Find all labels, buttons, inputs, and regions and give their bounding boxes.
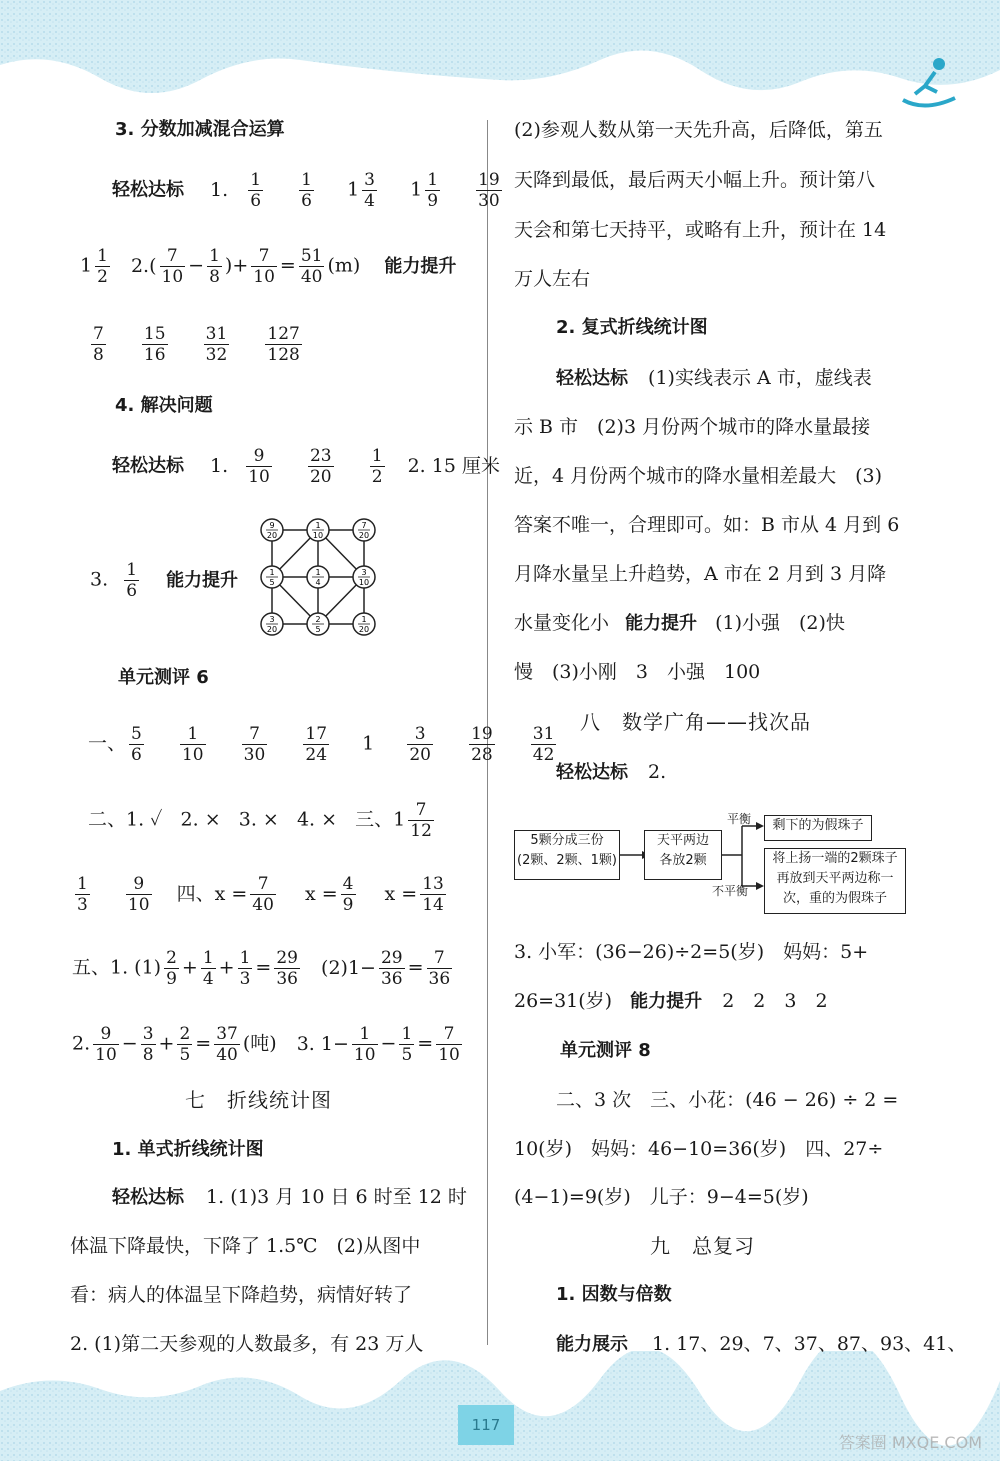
fraction: $\frac{51}{40}$ bbox=[300, 246, 323, 287]
flow-box-weigh: 天平两边 各放2颗 bbox=[644, 830, 722, 880]
fraction: $\frac{1}{5}$ bbox=[401, 1024, 413, 1065]
svg-text:3: 3 bbox=[361, 568, 367, 577]
svg-text:4: 4 bbox=[315, 578, 321, 587]
label-easy: 轻松达标 bbox=[112, 455, 184, 477]
fraction: $\frac{1}{10}$ bbox=[181, 724, 204, 765]
section-title: 单元测评 6 bbox=[118, 667, 209, 688]
fraction: $\frac{3}{4}$ bbox=[364, 170, 375, 211]
answer-line: 天会和第七天持平，或略有上升，预计在 14 bbox=[514, 219, 887, 241]
fraction: $\frac{3}{20}$ bbox=[409, 724, 431, 765]
label-easy: 轻松达标 bbox=[556, 762, 628, 783]
fraction: $\frac{37}{40}$ bbox=[216, 1024, 238, 1065]
section-title: 3. 分数加减混合运算 bbox=[115, 119, 285, 140]
chapter-title: 八 数学广角——找次品 bbox=[580, 710, 811, 734]
fraction: $\frac{1}{3}$ bbox=[239, 948, 251, 989]
fraction: $\frac{4}{9}$ bbox=[342, 874, 354, 915]
fraction: $\frac{9}{10}$ bbox=[248, 446, 270, 487]
flow-box-result-unbalanced: 将上扬一端的2颗珠子 再放到天平两边称一 次，重的为假珠子 bbox=[764, 848, 906, 914]
answer-line: 2. (1)第二天参观的人数最多，有 23 万人 bbox=[70, 1333, 424, 1355]
answer-line: (2)参观人数从第一天先升高，后降低，第五 bbox=[514, 119, 883, 141]
answer-line: 五、1. (1) $\frac{2}{9}$ + $\frac{1}{4}$ + $\frac{1}{3}$ = $\frac{29}{36}$ (2)1− $\frac{29}{36}$ = $\frac{7}{36}$ bbox=[72, 948, 451, 989]
answer-line bbox=[88, 324, 305, 365]
answer-line: 万人左右 bbox=[514, 268, 591, 290]
answer-line: 慢 (3)小刚 3 小强 100 bbox=[514, 661, 761, 683]
fraction: $\frac{1}{8}$ bbox=[209, 246, 220, 287]
svg-text:10: 10 bbox=[312, 531, 324, 540]
page-number: 117 bbox=[458, 1405, 514, 1445]
label-improve: 能力提升 bbox=[384, 255, 457, 277]
svg-text:2: 2 bbox=[315, 615, 321, 624]
answer-line: 1 $\frac{1}{2}$ 2.( $\frac{7}{10}$ − $\frac{1}{8}$ )+ $\frac{7}{10}$ = $\frac{51}{40}$ (m) 能力提升 bbox=[80, 246, 457, 287]
grid-node bbox=[353, 519, 375, 541]
answer-line: 轻松达标 1. (1)3 月 10 日 6 时至 12 时 bbox=[112, 1186, 467, 1208]
answer-line: 能力展示 1. 17、29、7、37、87、93、41、 bbox=[556, 1333, 967, 1355]
fraction: $\frac{31}{42}$ bbox=[532, 724, 555, 765]
svg-text:5: 5 bbox=[269, 578, 275, 587]
fraction: $\frac{1}{3}$ bbox=[77, 874, 88, 915]
answer-line: 水量变化小 能力提升 (1)小强 (2)快 bbox=[514, 612, 845, 634]
grid-node bbox=[307, 519, 329, 541]
svg-text:20: 20 bbox=[358, 625, 370, 634]
flow-label-balanced: 平衡 bbox=[727, 812, 752, 826]
fraction: $\frac{1}{4}$ bbox=[202, 948, 214, 989]
fraction: $\frac{1}{10}$ bbox=[353, 1024, 376, 1065]
flow-box-split: 5颗分成三份 (2颗、2颗、1颗) bbox=[514, 830, 620, 880]
fraction: $\frac{1}{2}$ bbox=[97, 246, 108, 287]
top-wave-decoration bbox=[0, 0, 1000, 110]
fraction: $\frac{9}{10}$ bbox=[95, 1024, 117, 1065]
svg-text:20: 20 bbox=[266, 531, 278, 540]
svg-text:20: 20 bbox=[266, 625, 278, 634]
fraction: $\frac{1}{6}$ bbox=[126, 560, 138, 601]
fraction: $\frac{19}{28}$ bbox=[471, 724, 493, 765]
fraction: $\frac{15}{16}$ bbox=[143, 324, 166, 365]
fraction: $\frac{1}{6}$ bbox=[301, 170, 312, 211]
answer-line: 一、 $\frac{5}{6}$ $\frac{1}{10}$ $\frac{7}{30}$ $\frac{17}{24}$ 1 $\frac{3}{20}$ $\frac{19}{28}$ $\frac{31}{42}$ bbox=[88, 724, 555, 765]
section-title: 1. 单式折线统计图 bbox=[112, 1139, 264, 1160]
section-title: 2. 复式折线统计图 bbox=[556, 317, 708, 338]
fraction: $\frac{2}{9}$ bbox=[166, 948, 177, 989]
label-improve: 能力提升 bbox=[630, 991, 703, 1012]
grid-node bbox=[261, 519, 283, 541]
svg-text:1: 1 bbox=[269, 568, 275, 577]
fraction: $\frac{7}{30}$ bbox=[243, 724, 266, 765]
fraction: $\frac{7}{10}$ bbox=[161, 246, 184, 287]
answer-line: 3. 小军：(36−26)÷2=5(岁) 妈妈：5+ bbox=[514, 941, 869, 963]
section-title: 1. 因数与倍数 bbox=[556, 1284, 672, 1305]
svg-text:5: 5 bbox=[315, 625, 321, 634]
fraction: $\frac{23}{20}$ bbox=[309, 446, 332, 487]
svg-text:20: 20 bbox=[358, 531, 370, 540]
answer-line: 轻松达标 1. $\frac{9}{10}$ $\frac{23}{20}$ $\frac{1}{2}$ 2. 15 厘米 bbox=[112, 446, 500, 487]
fraction: $\frac{5}{6}$ bbox=[131, 724, 142, 765]
answer-line: 月降水量呈上升趋势，A 市在 2 月到 3 月降 bbox=[514, 563, 887, 585]
fraction: $\frac{29}{36}$ bbox=[276, 948, 298, 989]
answer-line: 26=31(岁) 能力提升 2 2 3 2 bbox=[514, 990, 828, 1012]
answer-line: 10(岁) 妈妈：46−10=36(岁) 四、27÷ bbox=[514, 1138, 884, 1160]
fraction: $\frac{1}{9}$ bbox=[427, 170, 439, 211]
section-title: 单元测评 8 bbox=[560, 1040, 651, 1061]
label-easy: 轻松达标 bbox=[556, 368, 628, 389]
svg-text:3: 3 bbox=[269, 615, 275, 624]
fraction: $\frac{9}{10}$ bbox=[127, 874, 150, 915]
answer-line: (4−1)=9(岁) 儿子：9−4=5(岁) bbox=[514, 1186, 809, 1208]
fraction: $\frac{1}{2}$ bbox=[371, 446, 383, 487]
label-easy: 轻松达标 bbox=[112, 1187, 184, 1208]
answer-line: 2. $\frac{9}{10}$ − $\frac{3}{8}$ + $\frac{2}{5}$ = $\frac{37}{40}$ (吨) 3. 1− $\frac{1}{10}$ − $\frac{1}{5}$ = $\frac{7}{10}$ bbox=[72, 1024, 460, 1065]
flow-box-result-balanced: 剩下的为假珠子 bbox=[764, 815, 872, 841]
fraction: $\frac{2}{5}$ bbox=[179, 1024, 191, 1065]
svg-text:7: 7 bbox=[361, 521, 367, 530]
flow-label-unbalanced: 不平衡 bbox=[712, 884, 749, 898]
chapter-title: 七 折线统计图 bbox=[185, 1088, 332, 1112]
fraction: $\frac{31}{32}$ bbox=[205, 324, 228, 365]
grid-node bbox=[261, 566, 283, 588]
svg-text:9: 9 bbox=[269, 521, 275, 530]
answer-line: 轻松达标 2. bbox=[556, 761, 667, 783]
answer-line: 体温下降最快，下降了 1.5℃ (2)从图中 bbox=[70, 1235, 421, 1257]
grid-node bbox=[353, 613, 375, 635]
label-improve: 能力提升 bbox=[166, 569, 239, 591]
svg-text:1: 1 bbox=[315, 568, 321, 577]
grid-node bbox=[307, 613, 329, 635]
skier-icon bbox=[895, 50, 965, 120]
label-easy: 轻松达标 bbox=[112, 179, 184, 201]
answer-line: 答案不唯一，合理即可。如：B 市从 4 月到 6 bbox=[514, 514, 900, 536]
fraction: $\frac{29}{36}$ bbox=[380, 948, 403, 989]
answer-line: $\frac{1}{3}$ $\frac{9}{10}$ 四、x = $\frac{7}{40}$ x = $\frac{4}{9}$ x = $\frac{13}{14}$ bbox=[77, 874, 444, 915]
fraction: $\frac{7}{40}$ bbox=[252, 874, 274, 915]
svg-text:1: 1 bbox=[361, 615, 367, 624]
fraction: $\frac{13}{14}$ bbox=[422, 874, 444, 915]
label-improve: 能力提升 bbox=[625, 613, 698, 634]
fraction: $\frac{1}{6}$ bbox=[250, 170, 262, 211]
answer-line: 二、1. ✓ 2. × 3. × 4. × 三、1 $\frac{7}{12}$ bbox=[88, 800, 432, 841]
label-ability: 能力展示 bbox=[556, 1334, 628, 1355]
answer-line: 看：病人的体温呈下降趋势，病情好转了 bbox=[70, 1284, 413, 1306]
answer-line: 轻松达标 1. $\frac{1}{6}$ $\frac{1}{6}$ 1 $\frac{3}{4}$ 1 $\frac{1}{9}$ $\frac{19}{30}$ bbox=[112, 170, 500, 211]
fraction: $\frac{3}{8}$ bbox=[142, 1024, 154, 1065]
svg-text:10: 10 bbox=[358, 578, 370, 587]
grid-node bbox=[261, 613, 283, 635]
svg-text:1: 1 bbox=[315, 521, 321, 530]
fraction: $\frac{127}{128}$ bbox=[267, 324, 300, 365]
answer-line: 二、3 次 三、小花：(46 − 26) ÷ 2 = bbox=[556, 1089, 899, 1111]
fraction: $\frac{7}{10}$ bbox=[438, 1024, 460, 1065]
chapter-title: 九 总复习 bbox=[650, 1234, 755, 1258]
answer-line: 示 B 市 (2)3 月份两个城市的降水量最接 bbox=[514, 416, 871, 438]
fraction-grid-diagram bbox=[258, 516, 378, 638]
grid-node bbox=[353, 566, 375, 588]
grid-node bbox=[307, 566, 329, 588]
fraction: $\frac{7}{10}$ bbox=[253, 246, 275, 287]
fraction: $\frac{7}{12}$ bbox=[410, 800, 432, 841]
answer-line: 轻松达标 (1)实线表示 A 市，虚线表 bbox=[556, 367, 872, 389]
section-title: 4. 解决问题 bbox=[115, 395, 213, 416]
answer-line: 天降到最低，最后两天小幅上升。预计第八 bbox=[514, 169, 876, 191]
fraction: $\frac{7}{8}$ bbox=[93, 324, 104, 365]
answer-line: 3. $\frac{1}{6}$ 能力提升 bbox=[90, 560, 239, 601]
answer-line: 近，4 月份两个城市的降水量相差最大 (3) bbox=[514, 465, 883, 487]
fraction: $\frac{7}{36}$ bbox=[428, 948, 451, 989]
fraction: $\frac{19}{30}$ bbox=[478, 170, 500, 211]
fraction: $\frac{17}{24}$ bbox=[305, 724, 328, 765]
watermark-logo: 答案圈 MXQE.COM bbox=[838, 1433, 982, 1452]
